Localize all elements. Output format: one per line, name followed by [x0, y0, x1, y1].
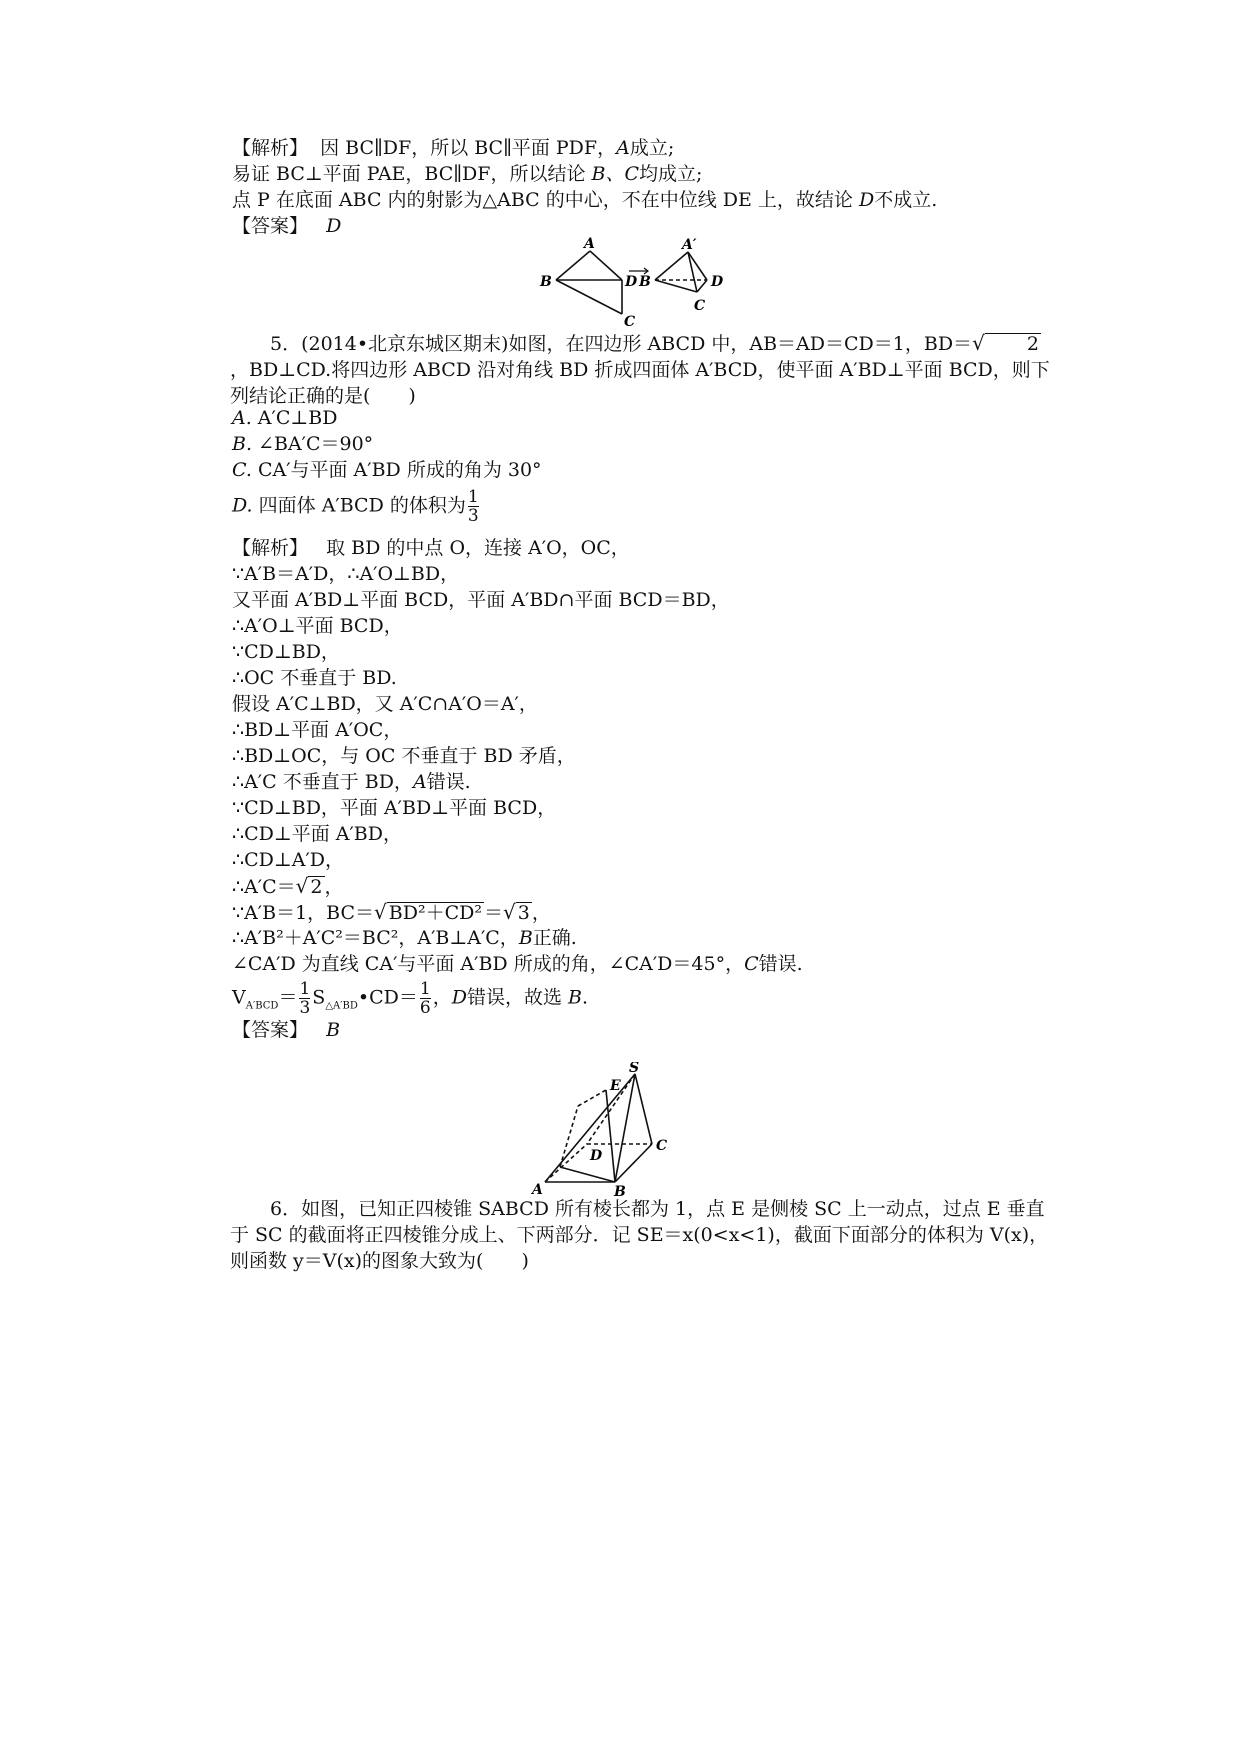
- q5-solution-1: 【解析】 取 BD 的中点 O，连接 A′O，OC，: [232, 537, 630, 559]
- pyramid-figure: [530, 1062, 750, 1197]
- q4-answer: 【答案】 D: [232, 215, 342, 237]
- q5-option-a: A. A′C⊥BD: [232, 407, 338, 429]
- q5-solution-15: ∵A′B＝1，BC＝√ BD²＋CD² ＝√ 3 ，: [232, 900, 551, 924]
- pyramid-label-d: D: [590, 1148, 603, 1164]
- q6-stem: 6．如图，已知正四棱锥 SABCD 所有棱长都为 1，点 E 是侧棱 SC 上一动点，过点 E 垂直于 SC 的截面将正四棱锥分成上、下两部分．记 SE＝x(0<x<1)，截面下面部分的体积为 V(x)，则函数 y＝V(x)的图象大致为( ): [230, 1198, 1049, 1272]
- fold-label-d: D: [625, 274, 638, 290]
- q5-solution-9: ∴BD⊥OC，与 OC 不垂直于 BD 矛盾，: [232, 745, 576, 767]
- fold-label-d2: D: [711, 274, 724, 290]
- fold-label-c2: C: [694, 298, 706, 314]
- q4-solution-line2: 易证 BC⊥平面 PAE，BC∥DF，所以结论 B、C均成立;: [232, 163, 703, 185]
- q5-solution-5: ∵CD⊥BD，: [232, 641, 340, 663]
- q5-solution-14: ∴A′C＝√ 2 ，: [232, 874, 344, 898]
- q5-solution-11: ∵CD⊥BD，平面 A′BD⊥平面 BCD，: [232, 797, 557, 819]
- fold-label-b2: B: [639, 274, 651, 290]
- pyramid-label-c: C: [656, 1138, 668, 1154]
- q5-option-b: B. ∠BA′C＝90°: [232, 433, 374, 455]
- q5-solution-8: ∴BD⊥平面 A′OC，: [232, 719, 403, 741]
- fold-label-c: C: [624, 314, 636, 328]
- fold-label-a-prime: A′: [682, 237, 697, 253]
- fold-label-b: B: [540, 274, 552, 290]
- q5-solution-12: ∴CD⊥平面 A′BD，: [232, 823, 402, 845]
- pyramid-label-e: E: [610, 1078, 621, 1094]
- fold-figure: [530, 236, 760, 328]
- q4-solution-line3: 点 P 在底面 ABC 内的射影为△ABC 的中心，不在中位线 DE 上，故结论 D不成立.: [232, 189, 938, 211]
- q5-solution-7: 假设 A′C⊥BD，又 A′C∩A′O＝A′，: [232, 693, 538, 715]
- q5-solution-6: ∴OC 不垂直于 BD.: [232, 667, 397, 689]
- q4-solution-line1: 【解析】 因 BC∥DF，所以 BC∥平面 PDF，A成立;: [232, 137, 675, 159]
- q5-solution-17: ∠CA′D 为直线 CA′与平面 A′BD 所成的角，∠CA′D＝45°，C错误.: [232, 953, 803, 975]
- q5-option-c: C. CA′与平面 A′BD 所成的角为 30°: [232, 459, 542, 481]
- pyramid-label-s: S: [629, 1062, 640, 1076]
- q5-answer: 【答案】 B: [232, 1019, 341, 1041]
- q5-solution-4: ∴A′O⊥平面 BCD，: [232, 615, 403, 637]
- q5-solution-18: $V_{A'BCD}=$ $\frac{1}{3}$ $S_{\triangle A'BD}•CD=$ $\frac{1}{6}$ ，D错误，故选 B.: [232, 979, 588, 1018]
- q5-option-d: D. 四面体 A′BCD 的体积为 $\frac{1}{3}$: [232, 487, 479, 526]
- q5-solution-13: ∴CD⊥A′D，: [232, 849, 344, 871]
- q5-solution-16: ∴A′B²＋A′C²＝BC²，A′B⊥A′C，B正确.: [232, 927, 577, 949]
- q5-stem: 5．(2014•北京东城区期末)如图，在四边形 ABCD 中，AB＝AD＝CD＝1，BD＝√ 2，BD⊥CD.将四边形 ABCD 沿对角线 BD 折成四面体 A′BCD，使平面 A′BD⊥平面 BCD，则下列结论正确的是( ): [230, 331, 1050, 407]
- fold-label-a: A: [584, 236, 595, 252]
- pyramid-label-a: A: [532, 1182, 543, 1197]
- q5-solution-2: ∵A′B＝A′D，∴A′O⊥BD，: [232, 563, 460, 585]
- pyramid-label-b: B: [614, 1184, 626, 1197]
- q5-solution-3: 又平面 A′BD⊥平面 BCD，平面 A′BD∩平面 BCD＝BD，: [232, 589, 730, 611]
- q5-solution-10: ∴A′C 不垂直于 BD，A错误.: [232, 771, 471, 793]
